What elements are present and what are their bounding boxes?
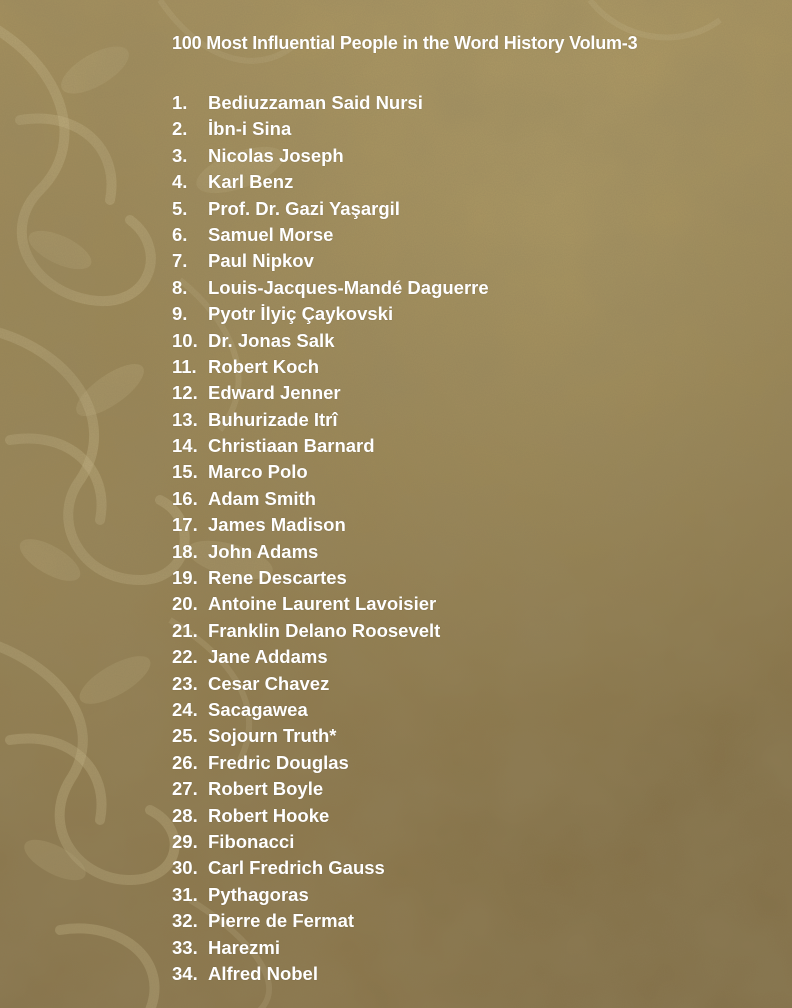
list-item-number: 29. xyxy=(172,830,198,852)
list-item xyxy=(172,275,772,301)
list-item-number: 22. xyxy=(172,646,198,668)
list-item xyxy=(172,301,772,327)
list-item xyxy=(172,908,772,934)
list-item xyxy=(172,803,772,829)
list-item-name: Franklin Delano Roosevelt xyxy=(208,619,441,641)
list-item xyxy=(172,776,772,802)
list-item-number: 5. xyxy=(172,197,188,219)
list-item-number: 32. xyxy=(172,910,198,932)
list-item xyxy=(172,723,772,749)
list-item xyxy=(172,169,772,195)
list-item xyxy=(172,539,772,565)
list-item-number: 25. xyxy=(172,725,198,747)
list-item-name: Bediuzzaman Said Nursi xyxy=(208,92,423,113)
list-item xyxy=(172,644,772,670)
list-item xyxy=(172,855,772,881)
list-item-name: Nicolas Joseph xyxy=(208,144,344,166)
list-item-number: 4. xyxy=(172,171,188,193)
list-item-number: 2. xyxy=(172,118,188,140)
list-item xyxy=(172,196,772,222)
list-item-number: 1. xyxy=(172,92,188,113)
list-item-name: Jane Addams xyxy=(208,646,328,668)
list-item xyxy=(172,433,772,459)
list-item-number: 6. xyxy=(172,223,188,245)
list-item-name: Robert Boyle xyxy=(208,778,324,800)
list-item-name: John Adams xyxy=(208,540,319,562)
list-item xyxy=(172,354,772,380)
list-item-number: 14. xyxy=(172,435,198,457)
list-item-name: Karl Benz xyxy=(208,171,294,193)
list-item-name: Carl Fredrich Gauss xyxy=(208,857,385,879)
list-item-name: Sacagawea xyxy=(208,698,308,720)
list-item xyxy=(172,671,772,697)
list-item-number: 13. xyxy=(172,408,198,430)
list-item-name: Alfred Nobel xyxy=(208,962,318,984)
list-document xyxy=(172,32,772,987)
list-item-number: 15. xyxy=(172,461,198,483)
list-item xyxy=(172,90,772,116)
list-item xyxy=(172,328,772,354)
list-item-name: Cesar Chavez xyxy=(208,672,330,694)
list-item xyxy=(172,935,772,961)
list-item-number: 20. xyxy=(172,593,198,615)
list-item xyxy=(172,565,772,591)
list-item-name: Paul Nipkov xyxy=(208,250,314,272)
list-item-name: Fredric Douglas xyxy=(208,751,349,773)
document-title: 100 Most Influential People in the Word History Volum-3 xyxy=(172,33,638,53)
list-item-number: 10. xyxy=(172,329,198,351)
list-item xyxy=(172,961,772,987)
list-item xyxy=(172,486,772,512)
list-item xyxy=(172,829,772,855)
list-item xyxy=(172,248,772,274)
list-item-name: Buhurizade Itrî xyxy=(208,408,338,430)
list-item-name: Sojourn Truth* xyxy=(208,725,337,747)
list-item-name: Prof. Dr. Gazi Yaşargil xyxy=(208,197,400,219)
list-item-name: Marco Polo xyxy=(208,461,308,483)
list-item-name: Samuel Morse xyxy=(208,223,334,245)
list-item-name: Antoine Laurent Lavoisier xyxy=(208,593,437,615)
list-item-number: 8. xyxy=(172,276,188,298)
list-item xyxy=(172,459,772,485)
list-item-number: 19. xyxy=(172,567,198,589)
list-item xyxy=(172,618,772,644)
list-item xyxy=(172,116,772,142)
influential-people-list xyxy=(172,90,772,987)
list-item-number: 23. xyxy=(172,672,198,694)
list-item xyxy=(172,222,772,248)
list-item-name: Dr. Jonas Salk xyxy=(208,329,335,351)
list-item-name: James Madison xyxy=(208,514,346,536)
list-item-name: İbn-i Sina xyxy=(208,118,292,140)
list-item xyxy=(172,143,772,169)
list-item-number: 27. xyxy=(172,778,198,800)
list-item-number: 34. xyxy=(172,962,198,984)
list-item-number: 7. xyxy=(172,250,188,272)
list-item-name: Harezmi xyxy=(208,936,280,958)
list-item-name: Fibonacci xyxy=(208,830,295,852)
list-item-number: 3. xyxy=(172,144,188,166)
list-item xyxy=(172,407,772,433)
list-item xyxy=(172,750,772,776)
list-item-number: 24. xyxy=(172,698,198,720)
list-item-number: 9. xyxy=(172,303,188,325)
list-item-number: 30. xyxy=(172,857,198,879)
list-item xyxy=(172,882,772,908)
list-item xyxy=(172,697,772,723)
list-item xyxy=(172,591,772,617)
list-item-name: Rene Descartes xyxy=(208,567,347,589)
list-item-number: 16. xyxy=(172,487,198,509)
list-item-number: 12. xyxy=(172,382,198,404)
list-item-number: 21. xyxy=(172,619,198,641)
list-item-number: 18. xyxy=(172,540,198,562)
list-item-name: Robert Hooke xyxy=(208,804,330,826)
list-item-number: 11. xyxy=(172,355,197,377)
list-item-name: Louis-Jacques-Mandé Daguerre xyxy=(208,276,489,298)
list-item-name: Edward Jenner xyxy=(208,382,341,404)
list-item-name: Robert Koch xyxy=(208,355,319,377)
list-item-number: 31. xyxy=(172,883,198,905)
list-item-name: Pythagoras xyxy=(208,883,309,905)
list-item-number: 33. xyxy=(172,936,198,958)
list-item-name: Adam Smith xyxy=(208,487,316,509)
list-item-name: Christiaan Barnard xyxy=(208,435,375,457)
list-item-name: Pyotr İlyiç Çaykovski xyxy=(208,303,394,325)
list-item-number: 17. xyxy=(172,514,198,536)
list-item xyxy=(172,380,772,406)
list-item-number: 28. xyxy=(172,804,198,826)
list-item-name: Pierre de Fermat xyxy=(208,910,355,932)
list-item xyxy=(172,512,772,538)
list-item-number: 26. xyxy=(172,751,198,773)
